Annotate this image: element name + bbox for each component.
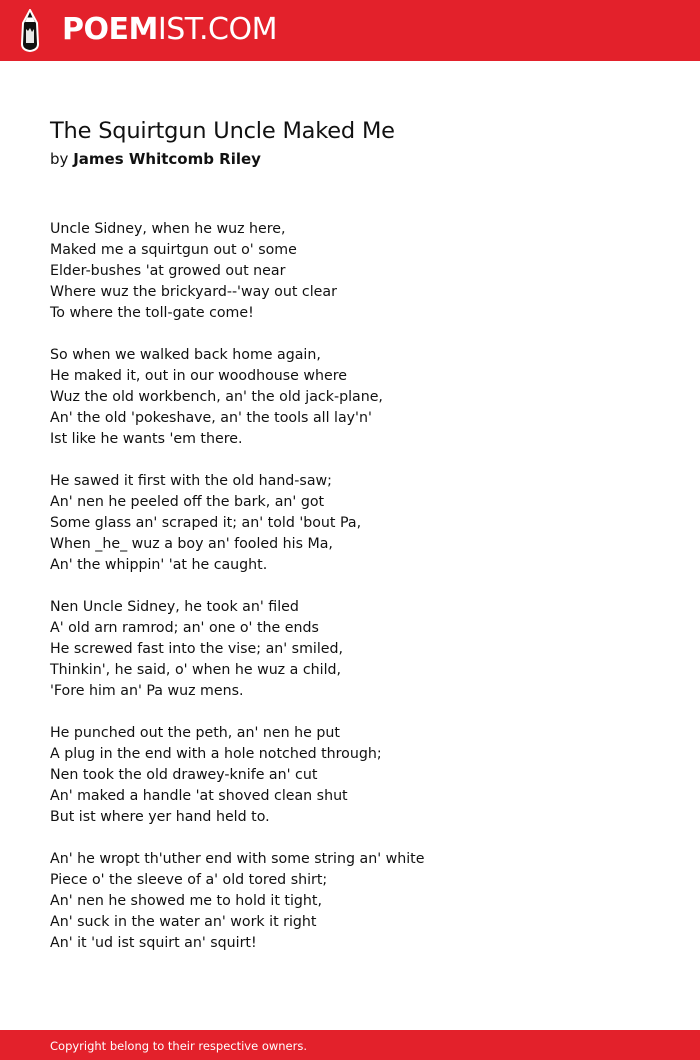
stanza [50,219,670,324]
poem-line: Maked me a squirtgun out o' some [50,242,297,258]
poem-line: A' old arn ramrod; an' one o' the ends [50,620,319,636]
poem-line: He punched out the peth, an' nen he put [50,725,340,741]
site-footer [0,1030,700,1060]
poem-line: Wuz the old workbench, an' the old jack-plane, [50,389,383,405]
poem-line: An' suck in the water an' work it right [50,914,317,930]
brand-bold: POEM [62,12,158,47]
poem-line: Elder-bushes 'at growed out near [50,263,286,279]
poem-line: He screwed fast into the vise; an' smiled, [50,641,344,657]
poem-line: When _he_ wuz a boy an' fooled his Ma, [50,536,333,552]
stanza [50,849,670,954]
poem-line: He maked it, out in our woodhouse where [50,368,347,384]
poem-title: The Squirtgun Uncle Maked Me [50,118,395,144]
poem-line: An' the old 'pokeshave, an' the tools all lay'n' [50,410,372,426]
poem-line: An' nen he peeled off the bark, an' got [50,494,325,510]
poem-line: An' the whippin' 'at he caught. [50,557,268,573]
poem-line: 'Fore him an' Pa wuz mens. [50,683,244,699]
poem-line: Uncle Sidney, when he wuz here, [50,221,286,237]
poem-line: An' he wropt th'uther end with some string an' white [50,851,425,867]
copyright-notice: Copyright belong to their respective owners. [50,1039,308,1053]
poem-line: Nen Uncle Sidney, he took an' filed [50,599,299,615]
pencil-icon[interactable] [17,9,43,52]
author-name[interactable]: James Whitcomb Riley [73,150,261,168]
stanza [50,471,670,576]
poem-line: Nen took the old drawey-knife an' cut [50,767,318,783]
stanza [50,723,670,828]
site-logo[interactable] [62,11,277,49]
poem-line: Piece o' the sleeve of a' old tored shirt; [50,872,328,888]
poem-line: Ist like he wants 'em there. [50,431,243,447]
poem-line: He sawed it first with the old hand-saw; [50,473,332,489]
poem-line: Some glass an' scraped it; an' told 'bout Pa, [50,515,362,531]
poem-line: Thinkin', he said, o' when he wuz a child, [50,662,342,678]
poem-line: So when we walked back home again, [50,347,321,363]
poem-line: An' it 'ud ist squirt an' squirt! [50,935,257,951]
brand-light: IST.COM [157,12,277,47]
poem-line: To where the toll-gate come! [50,305,254,321]
stanza [50,345,670,450]
poem-line: But ist where yer hand held to. [50,809,270,825]
poem-line: Where wuz the brickyard--'way out clear [50,284,337,300]
poem-body [50,219,670,975]
byline [50,149,261,169]
poem-line: An' nen he showed me to hold it tight, [50,893,323,909]
poem-line: An' maked a handle 'at shoved clean shut [50,788,348,804]
stanza [50,597,670,702]
site-header [0,0,700,61]
poem-line: A plug in the end with a hole notched through; [50,746,382,762]
byline-prefix: by [50,150,69,168]
